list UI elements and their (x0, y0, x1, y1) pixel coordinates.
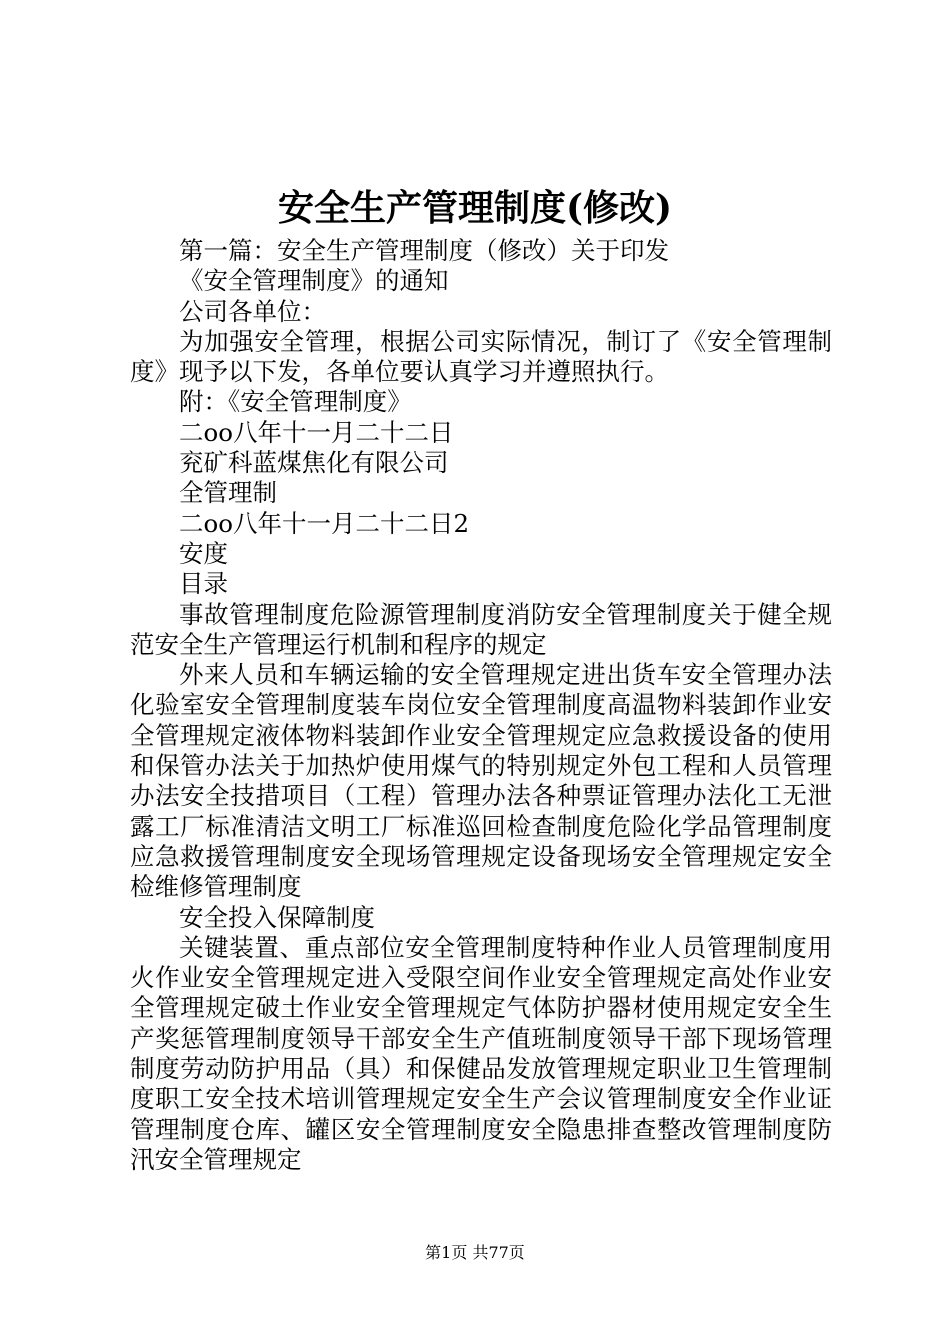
paragraph: 事故管理制度危险源管理制度消防安全管理制度关于健全规范安全生产管理运行机制和程序的规定 (130, 599, 832, 659)
paragraph: 外来人员和车辆运输的安全管理规定进出货车安全管理办法化验室安全管理制度装车岗位安全管理制度高温物料装卸作业安全管理规定液体物料装卸作业安全管理规定应急救援设备的使用和保管办法关于加热炉使用煤气的特别规定外包工程和人员管理办法安全技措项目（工程）管理办法各种票证管理办法化工无泄露工厂标准清洁文明工厂标准巡回检查制度危险化学品管理制度应急救援管理制度安全现场管理规定设备现场安全管理规定安全检维修管理制度 (130, 660, 832, 902)
document-body (130, 236, 832, 1175)
page-footer: 第1页 共77页 (425, 1243, 525, 1262)
paragraph: 兖矿科蓝煤焦化有限公司 (179, 448, 449, 478)
paragraph: 附：《安全管理制度》 (179, 387, 412, 417)
document-title: 安全生产管理制度(修改) (277, 187, 673, 229)
paragraph: 目录 (179, 569, 228, 599)
paragraph: 为加强安全管理，根据公司实际情况，制订了《安全管理制度》现予以下发，各单位要认真学习并遵照执行。 (130, 326, 832, 387)
paragraph: 《安全管理制度》的通知 (179, 266, 449, 296)
paragraph: 公司各单位： (179, 296, 326, 326)
paragraph: 关键装置、重点部位安全管理制度特种作业人员管理制度用火作业安全管理规定进入受限空间作业安全管理规定高处作业安全管理规定破土作业安全管理规定气体防护器材使用规定安全生产奖惩管理制度领导干部安全生产值班制度领导干部下现场管理制度劳动防护用品（具）和保健品发放管理规定职业卫生管理制度职工安全技术培训管理规定安全生产会议管理制度安全作业证管理制度仓库、罐区安全管理制度安全隐患排查整改管理制度防汛安全管理规定 (130, 932, 832, 1174)
paragraph: 二oo八年十一月二十二日 (179, 417, 454, 447)
paragraph: 二oo八年十一月二十二日2 (179, 508, 470, 538)
paragraph: 安度 (179, 538, 228, 568)
paragraph: 安全投入保障制度 (179, 902, 375, 932)
paragraph: 全管理制 (179, 478, 277, 508)
paragraph: 第一篇：安全生产管理制度（修改）关于印发 (179, 236, 669, 265)
